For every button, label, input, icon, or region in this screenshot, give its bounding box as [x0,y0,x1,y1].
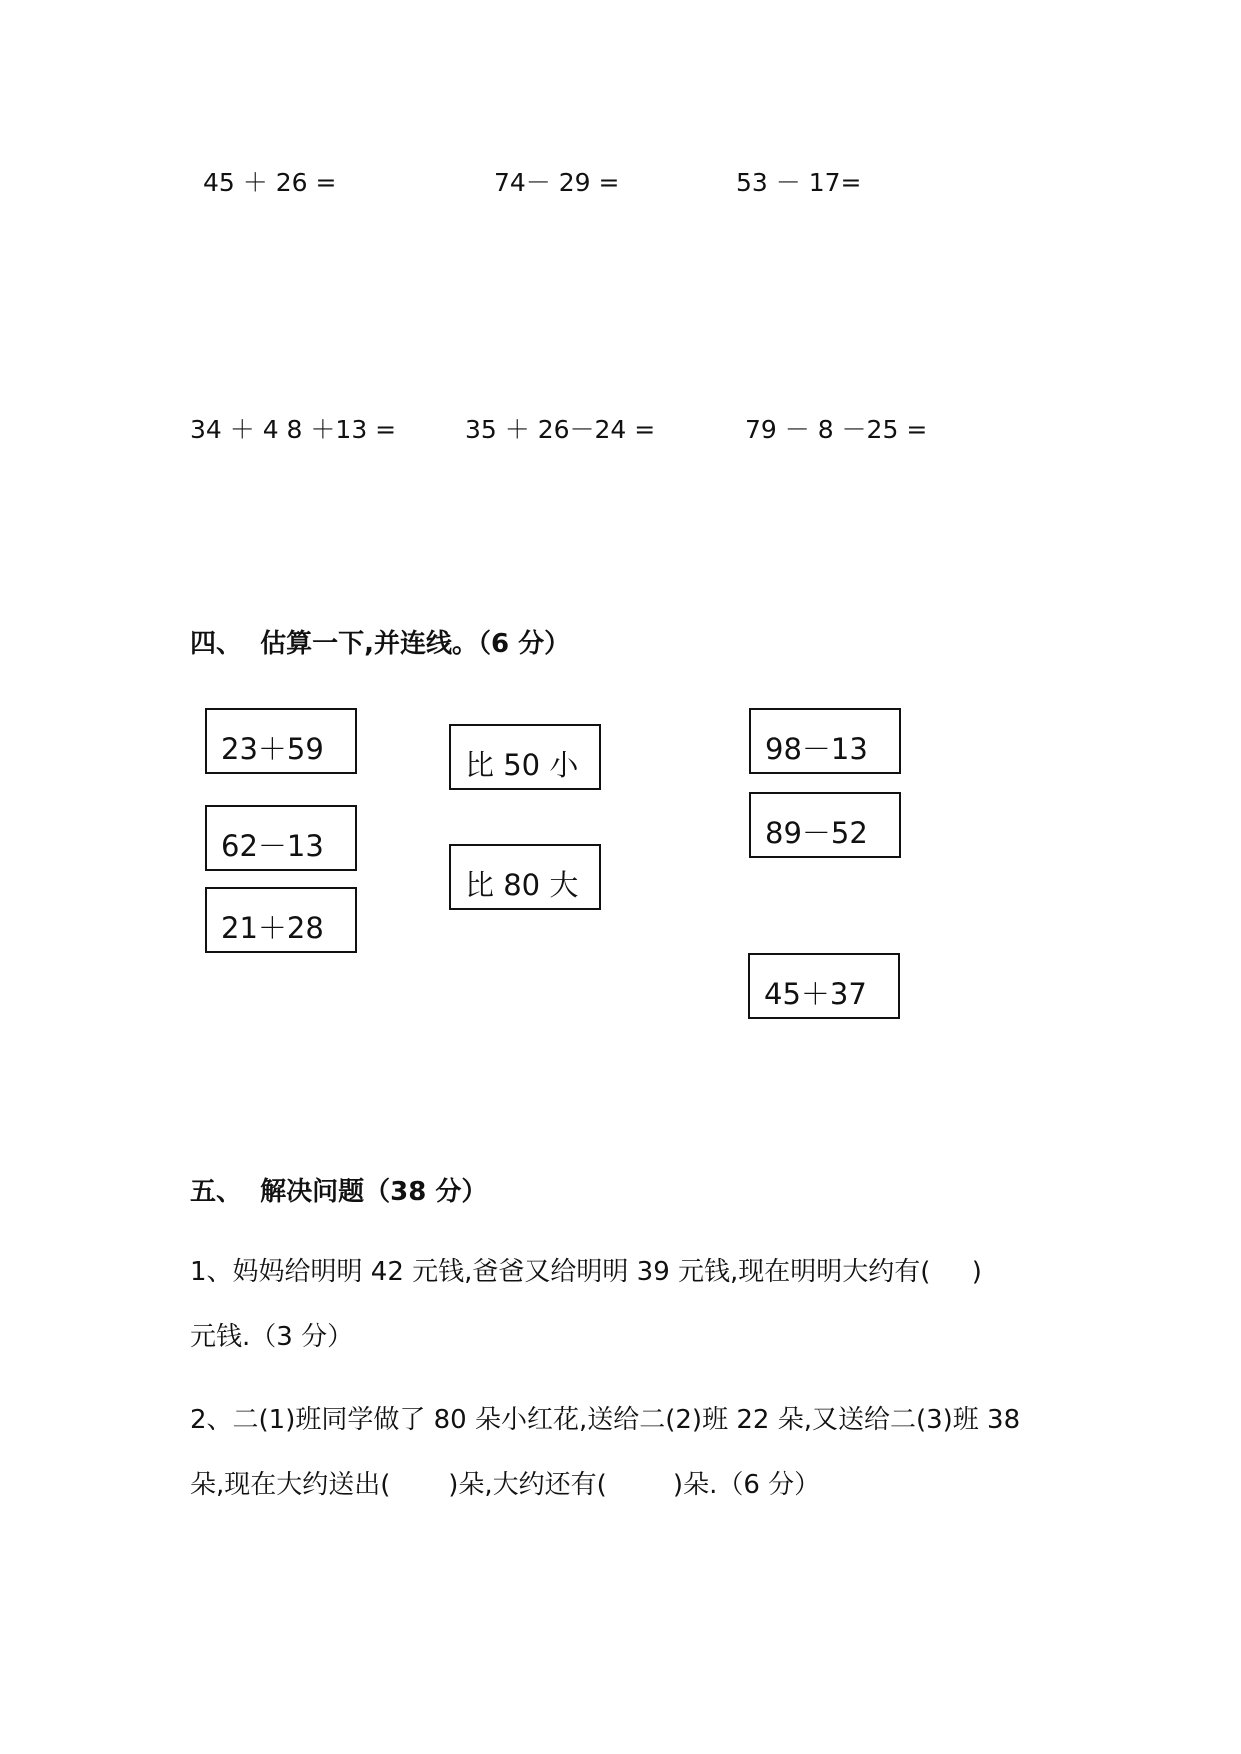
estimate-box-middle-1[interactable] [449,724,601,790]
equation-5: 35 ＋ 26－24 = [465,415,656,444]
equation-1: 45 ＋ 26 = [203,168,337,197]
equation-6: 79 － 8 －25 = [745,415,928,444]
section-4-title: 四、 估算一下,并连线。（6 分） [190,629,571,659]
estimate-box-middle-2[interactable] [449,844,601,910]
estimate-expression: 21＋28 [221,911,324,945]
estimate-expression: 23＋59 [221,732,324,766]
estimate-box-right-1[interactable] [749,708,901,774]
estimate-box-right-2[interactable] [749,792,901,858]
estimate-range-label: 比 50 小 [465,748,579,782]
estimate-box-right-3[interactable] [748,953,900,1019]
estimate-box-left-2[interactable] [205,805,357,871]
equation-3: 53 － 17= [736,168,862,197]
question-2-line-2: 朵,现在大约送出( )朵,大约还有( )朵.（6 分） [190,1470,821,1500]
section-5-title: 五、 解决问题（38 分） [190,1177,488,1207]
question-1-line-2: 元钱.（3 分） [190,1322,354,1352]
estimate-box-left-1[interactable] [205,708,357,774]
equation-4: 34 ＋ 4 8 ＋13 = [190,415,397,444]
estimate-expression: 62－13 [221,829,324,863]
question-1-line-1: 1、妈妈给明明 42 元钱,爸爸又给明明 39 元钱,现在明明大约有( ) [190,1257,982,1287]
estimate-range-label: 比 80 大 [465,868,579,902]
estimate-expression: 89－52 [765,816,868,850]
estimate-expression: 45＋37 [764,977,867,1011]
equation-2: 74－ 29 = [494,168,620,197]
question-2-line-1: 2、二(1)班同学做了 80 朵小红花,送给二(2)班 22 朵,又送给二(3)班 38 [190,1405,1021,1435]
estimate-expression: 98－13 [765,732,868,766]
estimate-box-left-3[interactable] [205,887,357,953]
